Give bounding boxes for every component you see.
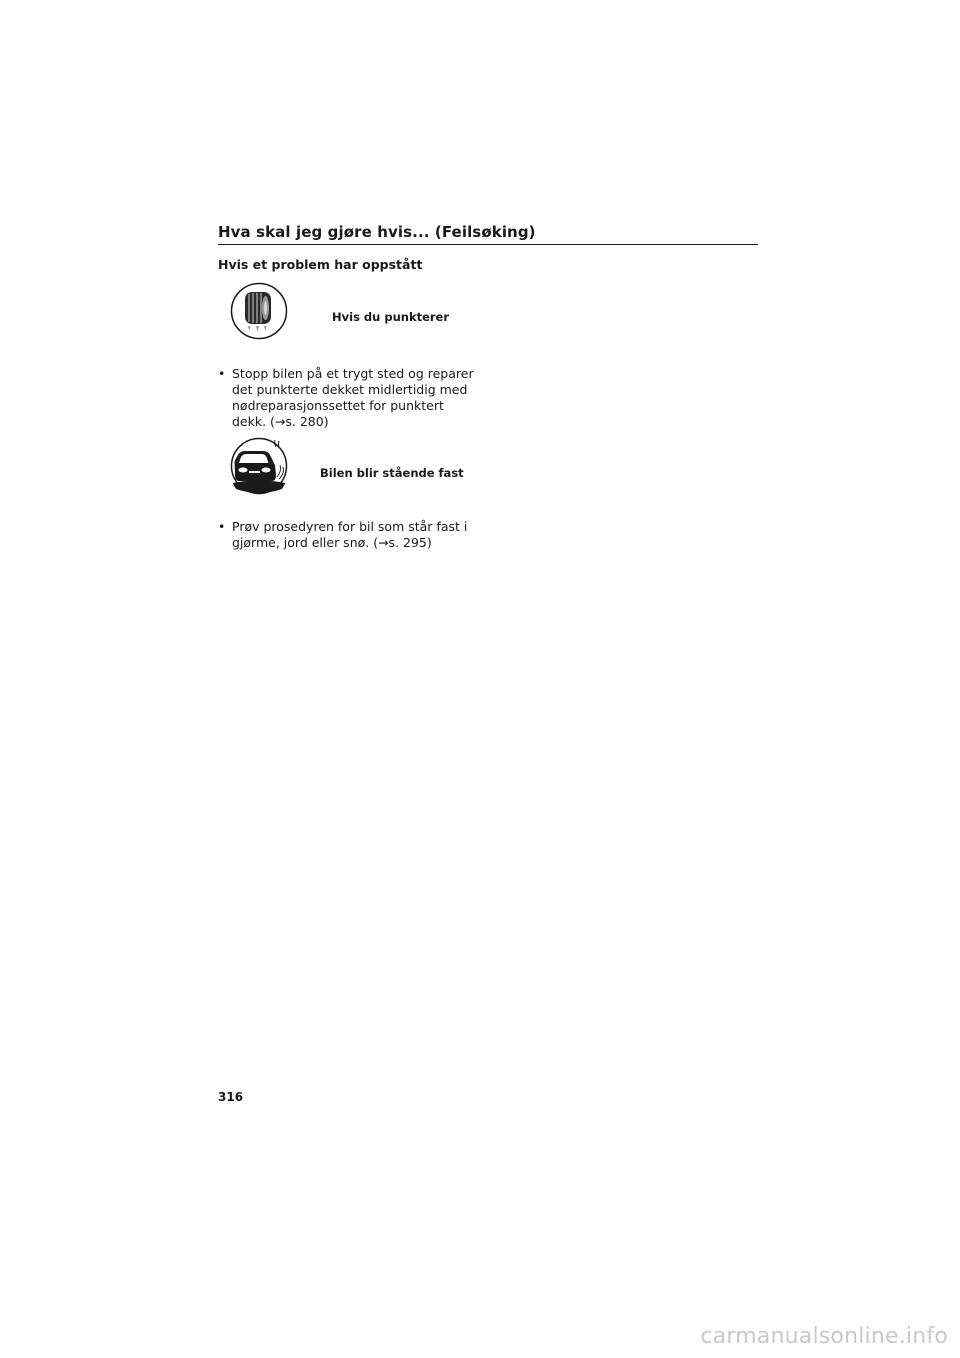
stuck-car-icon: [230, 437, 288, 499]
flat-tire-icon: [230, 282, 288, 344]
item-label-flat-tire: Hvis du punkterer: [332, 310, 450, 324]
page-number: 316: [218, 1090, 244, 1104]
list-item: [218, 519, 478, 551]
watermark: carmanualsonline.info: [700, 1324, 948, 1349]
section-title: Hvis et problem har oppstått: [218, 257, 423, 272]
bullet-marker: •: [218, 519, 226, 534]
bullet-marker: •: [218, 366, 226, 381]
bullet-text: Prøv prosedyren for bil som står fast i gjørme, jord eller snø. (→s. 295): [232, 519, 468, 550]
list-item: [218, 366, 478, 430]
title-divider: [218, 244, 758, 245]
item-label-stuck-car: Bilen blir stående fast: [320, 466, 464, 480]
page-title: Hva skal jeg gjøre hvis... (Feilsøking): [218, 223, 536, 241]
bullet-text: Stopp bilen på et trygt sted og reparer det punkterte dekket midlertidig med nødreparasjonssettet for punktert dekk. (→s. 280): [232, 366, 474, 429]
